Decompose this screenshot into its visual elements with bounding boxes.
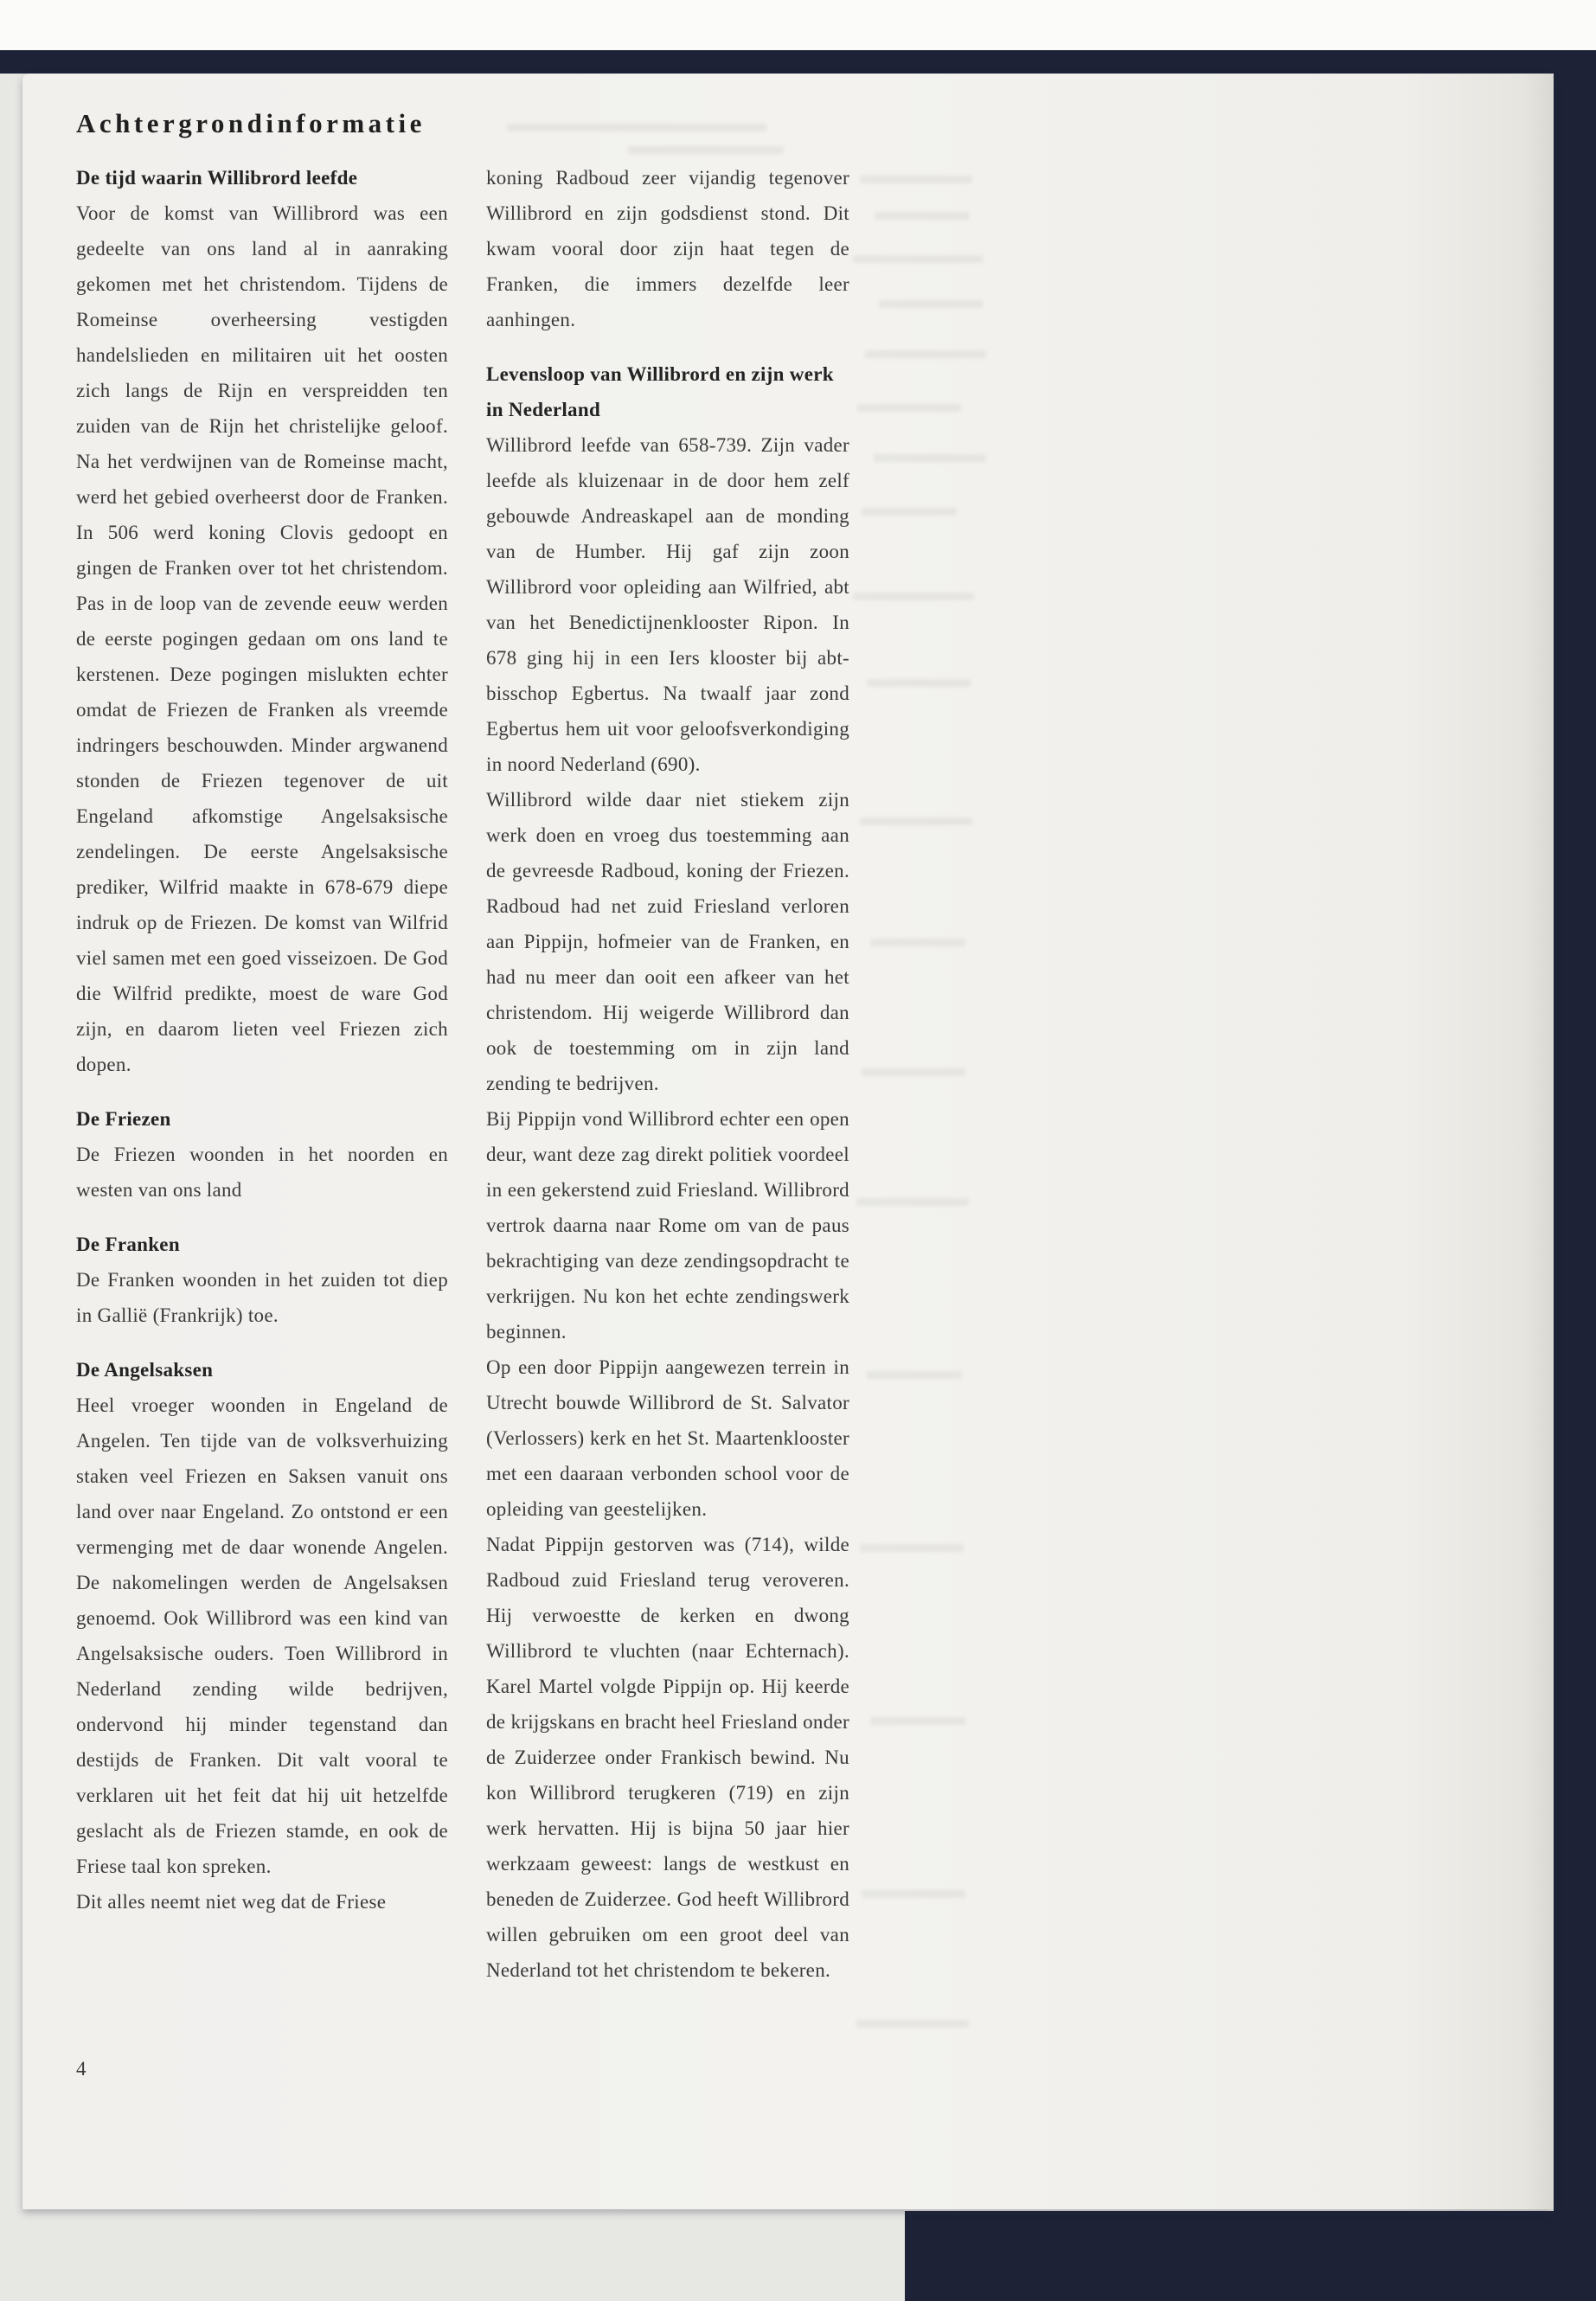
- book-cover-right-edge: [1554, 50, 1596, 2301]
- bleed-through-smudge: [867, 1371, 962, 1379]
- bleed-through-smudge: [853, 593, 974, 600]
- bleed-through-smudge: [879, 300, 983, 308]
- bleed-through-smudge: [865, 350, 986, 358]
- bleed-through-smudge: [856, 1198, 969, 1206]
- section-heading-levensloop-van-willibrord: Levensloop van Willibrord en zijn werk in Nederland: [486, 363, 834, 420]
- section-body-de-angelsaksen: Heel vroeger woonden in Engeland de Angelen. Ten tijde van de volksverhuizing staken veel Friezen en Saksen vanuit ons land over naar Engeland. Zo ontstond er een vermenging met de daar wonende Angelen. De nakomelingen werden de Angelsaksen genoemd. Ook Willibrord was een kind van Angelsaksische ouders. Toen Willibrord in Nederland zending wilde bedrijven, ondervond hij minder tegenstand dan destijds de Franken. Dit valt vooral te verklaren uit het feit dat hij uit hetzelfde geslacht als de Friezen stamde, en ook de Friese taal kon spreken.: [76, 1394, 448, 1877]
- bleed-through-smudge: [507, 124, 766, 131]
- section-heading-de-angelsaksen: De Angelsaksen: [76, 1359, 214, 1381]
- section-body-de-angelsaksen-continuation: Dit alles neemt niet weg dat de Friese: [76, 1891, 387, 1913]
- page-number: 4: [76, 2058, 87, 2080]
- section-paragraph-2-levensloop: Willibrord wilde daar niet stiekem zijn werk doen en vroeg dus toestemming aan de gevreesde Radboud, koning der Friezen. Radboud had net zuid Friesland verloren aan Pippijn, hofmeier van de Franken, en had nu meer dan ooit een afkeer van het christendom. Hij weigerde Willibrord dan ook de toestemming om in zijn land zending te bedrijven.: [486, 789, 849, 1094]
- page-title: Achtergrondinformatie: [76, 108, 426, 138]
- bleed-through-smudge: [860, 817, 972, 825]
- section-body-de-franken: De Franken woonden in het zuiden tot diep in Gallië (Frankrijk) toe.: [76, 1269, 448, 1326]
- section-body-de-friezen: De Friezen woonden in het noorden en westen van ons land: [76, 1144, 448, 1201]
- bleed-through-smudge: [862, 1890, 965, 1898]
- bleed-through-smudge: [862, 508, 957, 516]
- section-paragraph-5-levensloop: Nadat Pippijn gestorven was (714), wilde Radboud zuid Friesland terug veroveren. Hij verwoestte de kerken en dwong Willibrord te vluchten (naar Echternach). Karel Martel volgde Pippijn op. Hij keerde de krijgskans en bracht heel Friesland onder de Zuiderzee onder Frankisch bewind. Nu kon Willibrord terugkeren (719) en zijn werk hervatten. Hij is bijna 50 jaar hier werkzaam geweest: langs de westkust en beneden de Zuiderzee. God heeft Willibrord willen gebruiken om een groot deel van Nederland tot het christendom te bekeren.: [486, 1534, 849, 1981]
- book-cover-top-edge: [0, 50, 1596, 74]
- page-surface: [22, 74, 1554, 2209]
- section-paragraph-1-levensloop: Willibrord leefde van 658-739. Zijn vader leefde als kluizenaar in de door hem zelf gebouwde Andreaskapel aan de monding van de Humber. Hij gaf zijn zoon Willibrord voor opleiding aan Wilfried, abt van het Benedictijnenklooster Ripon. In 678 ging hij in een Iers klooster bij abt-bisschop Egbertus. Na twaalf jaar zond Egbertus hem uit voor geloofsverkondiging in noord Nederland (690).: [486, 434, 849, 775]
- bleed-through-smudge: [870, 1717, 965, 1725]
- scanner-background-top: [0, 0, 1596, 50]
- right-column: [486, 160, 849, 1988]
- left-column: [76, 160, 448, 1920]
- bleed-through-smudge: [628, 146, 784, 154]
- bleed-through-smudge: [856, 2020, 969, 2028]
- book-cover-bottom-edge: [905, 2211, 1596, 2301]
- bleed-through-smudge: [860, 176, 972, 183]
- section-paragraph-4-levensloop: Op een door Pippijn aangewezen terrein in Utrecht bouwde Willibrord de St. Salvator (Verlossers) kerk en het St. Maartenklooster met een daaraan verbonden school voor de opleiding van geestelijken.: [486, 1356, 849, 1520]
- section-body-tijd-waarin-willibrord-leefde: Voor de komst van Willibrord was een gedeelte van ons land al in aanraking gekomen met het christendom. Tijdens de Romeinse overheersing vestigden handelslieden en militairen uit het oosten zich langs de Rijn en verspreidden ten zuiden van de Rijn het christelijke geloof. Na het verdwijnen van de Romeinse macht, werd het gebied overheerst door de Franken. In 506 werd koning Clovis gedoopt en gingen de Franken over tot het christendom. Pas in de loop van de zevende eeuw werden de eerste pogingen gedaan om ons land te kerstenen. Deze pogingen mislukten echter omdat de Friezen de Franken als vreemde indringers beschouwden. Minder argwanend stonden de Friezen tegenover de uit Engeland afkomstige Angelsaksische zendelingen. De eerste Angelsaksische prediker, Wilfrid maakte in 678-679 diepe indruk op de Friezen. De komst van Wilfrid viel samen met een goed visseizoen. De God die Wilfrid predikte, moest de ware God zijn, en daarom lieten veel Friezen zich dopen.: [76, 202, 448, 1075]
- paragraph-continuation-koning-radboud: koning Radboud zeer vijandig tegenover Willibrord en zijn godsdienst stond. Dit kwam vooral door zijn haat tegen de Franken, die immers dezelfde leer aanhingen.: [486, 167, 849, 330]
- section-heading-tijd-waarin-willibrord-leefde: De tijd waarin Willibrord leefde: [76, 167, 358, 189]
- bleed-through-smudge: [867, 679, 971, 687]
- bleed-through-smudge: [870, 939, 965, 946]
- section-paragraph-3-levensloop: Bij Pippijn vond Willibrord echter een open deur, want deze zag direkt politiek voordeel in een gekerstend zuid Friesland. Willibrord vertrok daarna naar Rome om van de paus bekrachtiging van deze zendingsopdracht te verkrijgen. Nu kon het echte zendingswerk beginnen.: [486, 1108, 849, 1343]
- bleed-through-smudge: [862, 1068, 965, 1076]
- bleed-through-smudge: [874, 454, 986, 462]
- bleed-through-smudge: [857, 404, 961, 412]
- bleed-through-smudge: [853, 255, 983, 263]
- section-heading-de-franken: De Franken: [76, 1234, 180, 1255]
- section-heading-de-friezen: De Friezen: [76, 1108, 171, 1130]
- bleed-through-smudge: [860, 1544, 964, 1552]
- bleed-through-smudge: [875, 212, 970, 220]
